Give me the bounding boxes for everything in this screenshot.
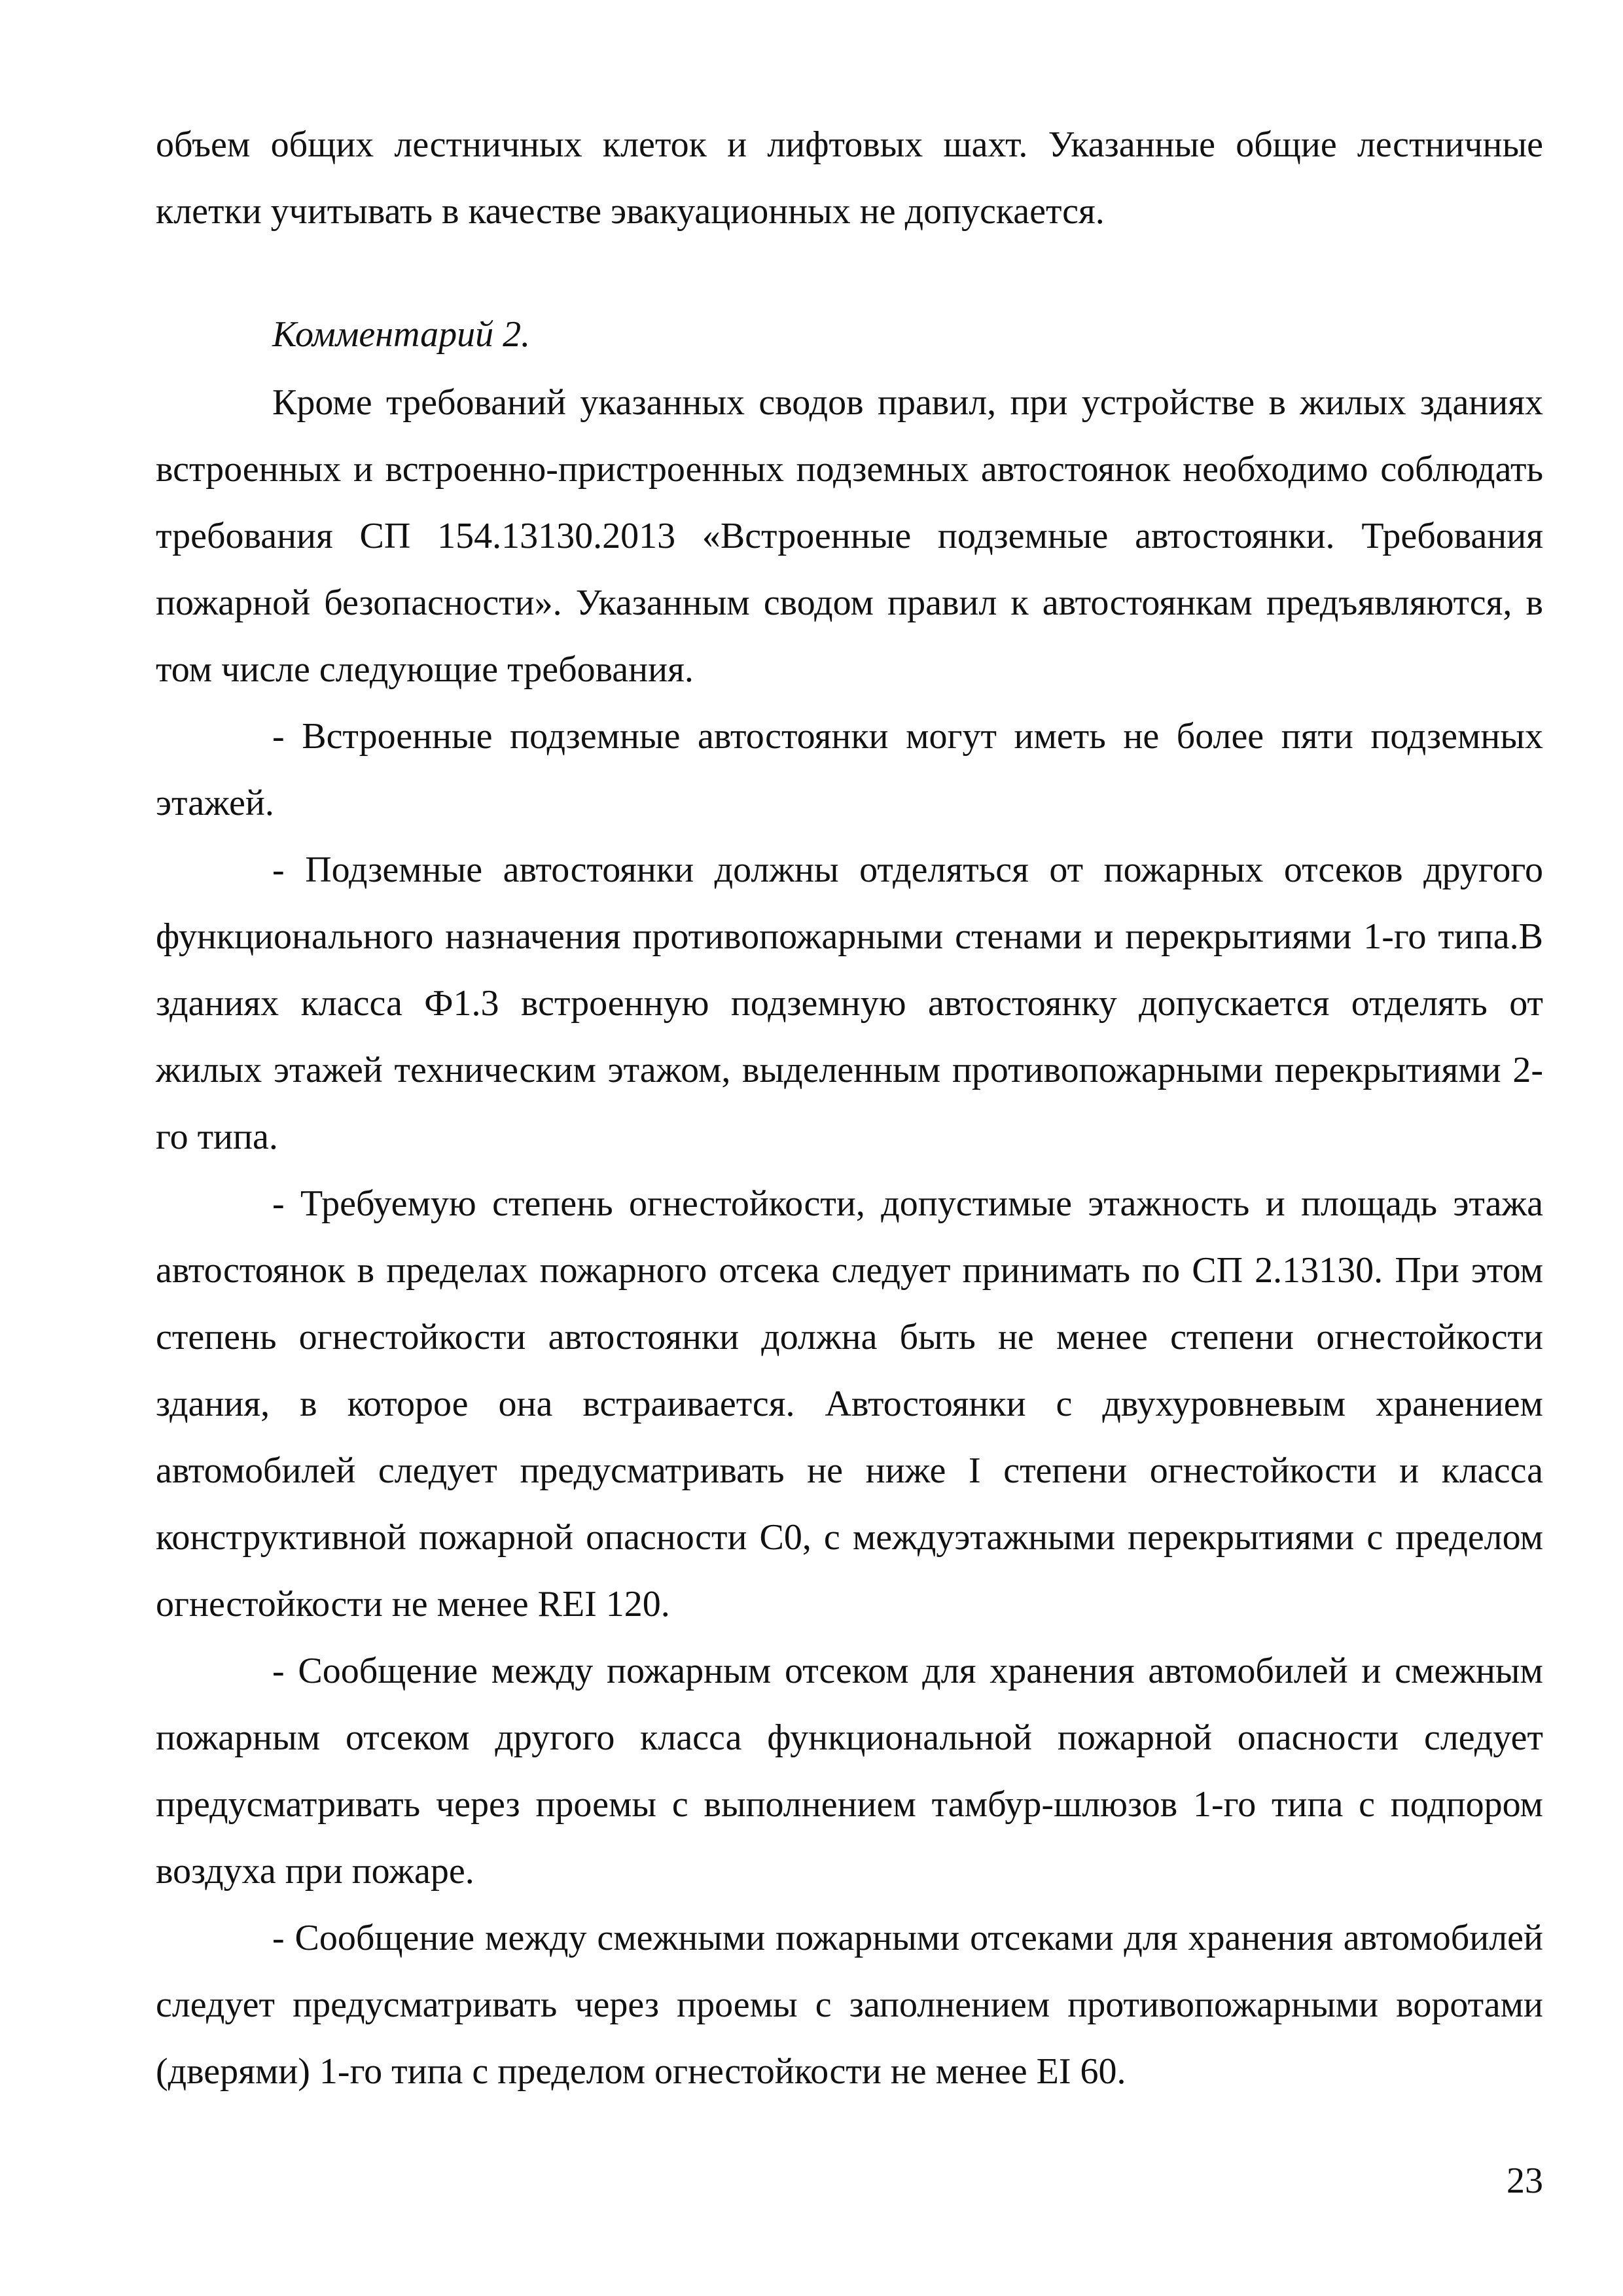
requirement-item-5: - Сообщение между смежными пожарными отсеками для хранения автомобилей следует предусматривать через проемы с заполнением противопожарными воротами (дверями) 1-го типа с пределом огнестойкости не менее EI 60. [156,1918,1543,2092]
requirement-item-2: - Подземные автостоянки должны отделяться от пожарных отсеков другого функционального назначения противопожарными стенами и перекрытиями 1-го типа.В зданиях класса Ф1.3 встроенную подземную автостоянку допускается отделять от жилых этажей техническим этажом, выделенным противопожарными перекрытиями 2-го типа. [156,850,1543,1157]
main-paragraph: Кроме требований указанных сводов правил, при устройстве в жилых зданиях встроенных и встроенно-пристроенных подземных автостоянок необходимо соблюдать требования СП 154.13130.2013 «Встроенные подземные автостоянки. Требования пожарной безопасности». Указанным сводом правил к автостоянкам предъявляются, в том числе следующие требования. [156,382,1543,690]
page-number: 23 [1507,2161,1543,2201]
intro-continuation-paragraph: объем общих лестничных клеток и лифтовых шахт. Указанные общие лестничные клетки учитывать в качестве эвакуационных не допускается. [156,124,1543,232]
requirement-item-1: - Встроенные подземные автостоянки могут иметь не более пяти подземных этажей. [156,716,1543,823]
requirement-item-4: - Сообщение между пожарным отсеком для хранения автомобилей и смежным пожарным отсеком другого класса функциональной пожарной опасности следует предусматривать через проемы с выполнением тамбур-шлюзов 1-го типа с подпором воздуха при пожаре. [156,1651,1543,1892]
requirement-item-3: - Требуемую степень огнестойкости, допустимые этажность и площадь этажа автостоянок в пределах пожарного отсека следует принимать по СП 2.13130. При этом степень огнестойкости автостоянки должна быть не менее степени огнестойкости здания, в которое она встраивается. Автостоянки с двухуровневым хранением автомобилей следует предусматривать не ниже I степени огнестойкости и класса конструктивной пожарной опасности С0, с междуэтажными перекрытиями с пределом огнестойкости не менее REI 120. [156,1183,1543,1624]
comment-title: Комментарий 2. [272,314,531,355]
